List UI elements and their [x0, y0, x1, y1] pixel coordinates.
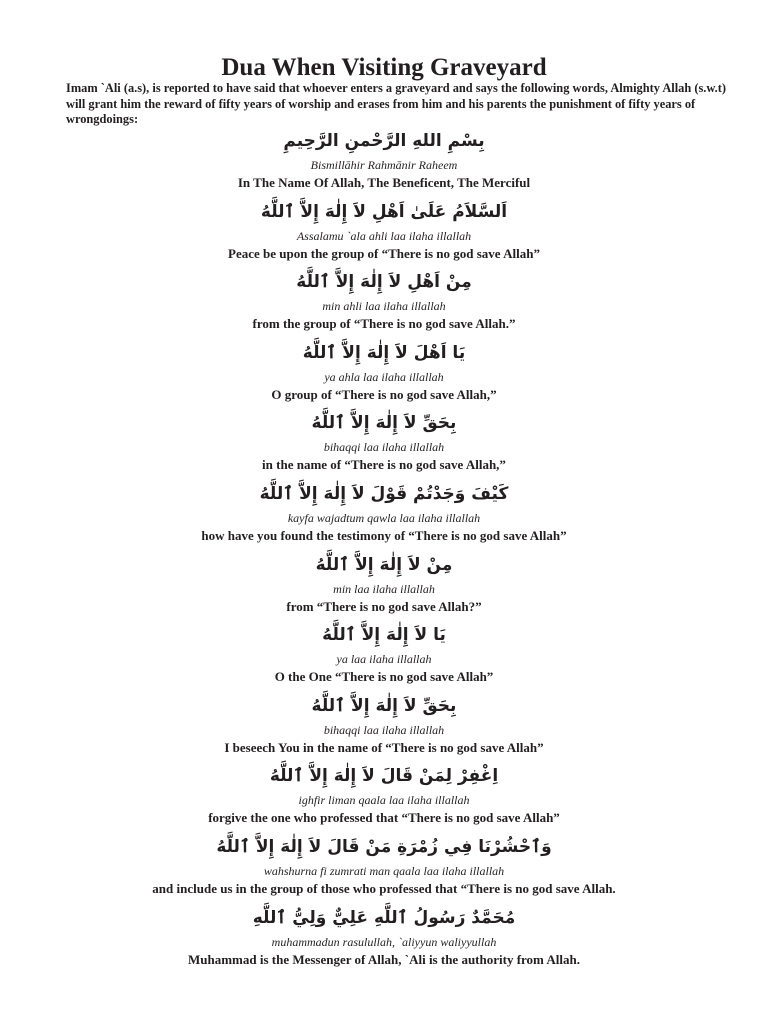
- verse-9: [0, 691, 768, 762]
- verse-11: [0, 832, 768, 903]
- arabic-text: مُحَمَّدٌ رَسُولُ ٱللَّهِ عَلِيٌّ وَلِيُّ ٱللَّهِ: [252, 907, 516, 928]
- verse-4: [0, 338, 768, 409]
- arabic-text: بِحَقِّ لاَ إِلٰهَ إِلاَّ ٱللَّهُ: [311, 695, 457, 716]
- verse-12: [0, 903, 768, 974]
- arabic-text: كَيْفَ وَجَدْتُمْ قَوْلَ لاَ إِلٰهَ إِلاَّ ٱللَّهُ: [259, 483, 509, 504]
- translation: forgive the one who professed that “There is no god save Allah”: [208, 810, 560, 826]
- translation: Peace be upon the group of “There is no god save Allah”: [228, 245, 540, 261]
- translation: from “There is no god save Allah?”: [286, 598, 482, 614]
- transliteration: wahshurna fi zumrati man qaala laa ilaha illallah: [263, 863, 505, 878]
- page-title: Dua When Visiting Graveyard: [221, 53, 547, 81]
- translation: O group of “There is no god save Allah,”: [271, 386, 497, 402]
- translation: I beseech You in the name of “There is no god save Allah”: [224, 739, 544, 755]
- arabic-text: اِغْفِرْ لِمَنْ قَالَ لاَ إِلٰهَ إِلاَّ ٱللَّهُ: [269, 766, 499, 787]
- verse-6: [0, 479, 768, 550]
- verse-5: [0, 408, 768, 479]
- transliteration: Assalamu `ala ahli laa ilaha illallah: [296, 228, 472, 243]
- arabic-text: مِنْ اَهْلِ لاَ إِلٰهَ إِلاَّ ٱللَّهُ: [296, 272, 472, 293]
- arabic-text: بِسْمِ اللهِ الرَّحْمنِ الرَّحِيمِ: [283, 131, 485, 151]
- arabic-text: وَٱحْشُرْنَا فِي زُمْرَةِ مَنْ قَالَ لاَ إِلٰهَ إِلاَّ ٱللَّهُ: [216, 836, 552, 857]
- transliteration: ighfir liman qaala laa ilaha illallah: [298, 793, 470, 808]
- translation: in the name of “There is no god save Allah,”: [262, 457, 506, 473]
- arabic-text: يَا اَهْلَ لاَ إِلٰهَ إِلاَّ ٱللَّهُ: [302, 342, 466, 363]
- translation: Muhammad is the Messenger of Allah, `Ali is the authority from Allah.: [187, 951, 581, 967]
- verse-2: [0, 197, 768, 268]
- translation: and include us in the group of those who professed that “There is no god save Allah.: [152, 880, 616, 896]
- arabic-text: مِنْ لاَ إِلٰهَ إِلاَّ ٱللَّهُ: [315, 554, 453, 575]
- translation: O the One “There is no god save Allah”: [274, 669, 494, 685]
- transliteration: min laa ilaha illallah: [333, 581, 435, 596]
- translation: how have you found the testimony of “There is no god save Allah”: [201, 527, 567, 543]
- transliteration: muhammadun rasulullah, `aliyyun waliyyullah: [271, 934, 497, 949]
- verse-8: [0, 620, 768, 691]
- dua-verses: [0, 126, 768, 973]
- verse-7: [0, 550, 768, 621]
- transliteration: bihaqqi laa ilaha illallah: [323, 722, 445, 737]
- translation: from the group of “There is no god save Allah.”: [252, 316, 516, 332]
- transliteration: min ahli laa ilaha illallah: [322, 299, 446, 314]
- translation: In The Name Of Allah, The Beneficent, The Merciful: [237, 175, 531, 190]
- verse-1: [0, 126, 768, 197]
- arabic-text: اَلسَّلاَمُ عَلَىٰ اَهْلِ لاَ إِلٰهَ إِلاَّ ٱللَّهُ: [260, 201, 508, 222]
- arabic-text: يَا لاَ إِلٰهَ إِلاَّ ٱللَّهُ: [322, 625, 446, 646]
- transliteration: ya laa ilaha illallah: [336, 652, 432, 667]
- intro-paragraph: Imam `Ali (a.s), is reported to have said that whoever enters a graveyard and says the following words, Almighty Allah (s.w.t) will grant him the reward of fifty years of worship and erases from him and his parents the punishment of fifty years of wrongdoings:: [66, 81, 727, 126]
- verse-10: [0, 761, 768, 832]
- verse-3: [0, 267, 768, 338]
- transliteration: Bismillāhir Rahmānir Raheem: [310, 158, 458, 172]
- arabic-text: بِحَقِّ لاَ إِلٰهَ إِلاَّ ٱللَّهُ: [311, 413, 457, 434]
- transliteration: bihaqqi laa ilaha illallah: [323, 440, 445, 455]
- transliteration: ya ahla laa ilaha illallah: [324, 369, 444, 384]
- transliteration: kayfa wajadtum qawla laa ilaha illallah: [287, 510, 481, 525]
